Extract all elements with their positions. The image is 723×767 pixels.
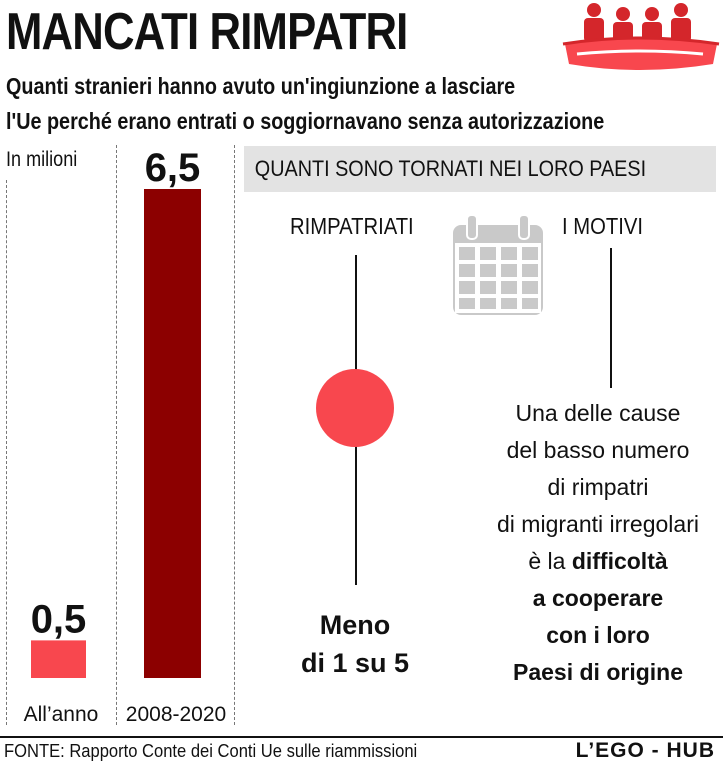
reasons-line-5-plain: è la bbox=[528, 548, 572, 574]
reasons-line-5 bbox=[474, 543, 722, 580]
section-banner bbox=[244, 146, 716, 192]
page-title: MANCATI RIMPATRI bbox=[6, 3, 408, 61]
reasons-line-5-bold: difficoltà bbox=[571, 548, 668, 574]
source-note: FONTE: Rapporto Conte dei Conti Ue sulle riammissioni bbox=[4, 741, 418, 761]
people-in-raft-icon bbox=[555, 0, 723, 84]
category-label-period: 2008-2020 bbox=[125, 703, 227, 726]
repatriated-share-line-2: di 1 su 5 bbox=[300, 648, 410, 678]
subtitle-line-1: Quanti stranieri hanno avuto un'ingiunzione a lasciare bbox=[6, 73, 516, 99]
reasons-line-8: Paesi di origine bbox=[513, 659, 683, 685]
reasons-line-1: Una delle cause bbox=[515, 400, 681, 426]
repatriated-heading: RIMPATRIATI bbox=[290, 213, 414, 239]
subtitle-line-2: l'Ue perché erano entrati o soggiornavano senza autorizzazione bbox=[6, 108, 605, 134]
bar-chart bbox=[0, 0, 240, 736]
bar-1 bbox=[31, 640, 86, 678]
bar-value-label-2: 6,5 bbox=[144, 146, 201, 190]
reasons-line-6: a cooperare bbox=[532, 585, 664, 611]
repatriated-share bbox=[270, 606, 440, 682]
brand-label: L’EGO - HUB bbox=[575, 739, 715, 762]
section-banner-text: QUANTI SONO TORNATI NEI LORO PAESI bbox=[254, 156, 647, 181]
repatriated-dot bbox=[316, 369, 394, 447]
repatriated-share-line-1: Meno bbox=[319, 610, 391, 640]
reasons-line-4: di migranti irregolari bbox=[497, 511, 699, 537]
reasons-text bbox=[474, 395, 722, 691]
footer-rule bbox=[0, 736, 723, 738]
calendar-icon bbox=[451, 215, 545, 317]
reasons-line-2: del basso numero bbox=[506, 437, 690, 463]
reasons-stem bbox=[610, 248, 612, 388]
reasons-line-7: con i loro bbox=[546, 622, 650, 648]
reasons-heading: I MOTIVI bbox=[562, 213, 643, 239]
reasons-line-3: di rimpatri bbox=[547, 474, 649, 500]
bar-2 bbox=[144, 189, 201, 678]
category-label-annual: All’anno bbox=[23, 703, 99, 726]
unit-label: In milioni bbox=[6, 148, 78, 171]
bar-value-label-1: 0,5 bbox=[30, 597, 87, 642]
